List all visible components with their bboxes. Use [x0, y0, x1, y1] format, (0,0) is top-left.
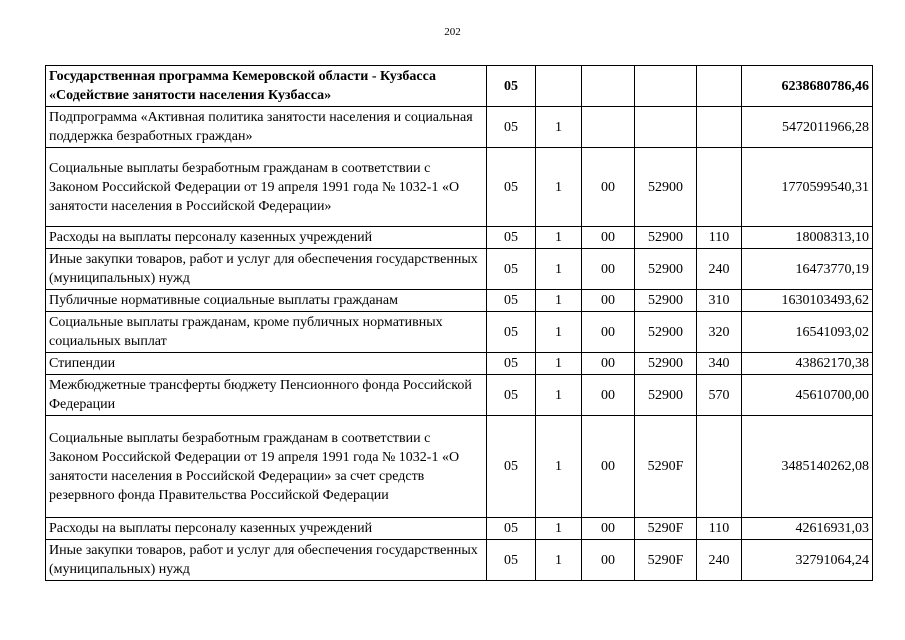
budget-table — [45, 65, 873, 581]
table-row — [46, 66, 873, 107]
expense-direction-code-cell: 5290F — [635, 540, 697, 581]
section-code-cell: 05 — [487, 353, 536, 375]
expense-direction-code-cell: 52900 — [635, 227, 697, 249]
subprogram-code-cell — [536, 66, 582, 107]
row-name-cell: Расходы на выплаты персоналу казенных учреждений — [46, 518, 487, 540]
amount-cell: 32791064,24 — [742, 540, 873, 581]
expense-type-code-cell — [697, 66, 742, 107]
table-row — [46, 249, 873, 290]
expense-type-code-cell: 320 — [697, 312, 742, 353]
expense-type-code-cell: 340 — [697, 353, 742, 375]
expense-direction-code-cell: 52900 — [635, 375, 697, 416]
table-row — [46, 107, 873, 148]
table-row — [46, 416, 873, 518]
section-code-cell: 05 — [487, 312, 536, 353]
expense-direction-code-cell: 5290F — [635, 416, 697, 518]
section-code-cell: 05 — [487, 518, 536, 540]
amount-cell: 1630103493,62 — [742, 290, 873, 312]
amount-cell: 6238680786,46 — [742, 66, 873, 107]
section-code-cell: 05 — [487, 227, 536, 249]
main-activity-code-cell: 00 — [582, 416, 635, 518]
section-code-cell: 05 — [487, 249, 536, 290]
subprogram-code-cell: 1 — [536, 416, 582, 518]
expense-direction-code-cell — [635, 66, 697, 107]
expense-type-code-cell: 570 — [697, 375, 742, 416]
table-row — [46, 518, 873, 540]
row-name-cell: Расходы на выплаты персоналу казенных учреждений — [46, 227, 487, 249]
table-row — [46, 227, 873, 249]
expense-direction-code-cell: 52900 — [635, 148, 697, 227]
row-name-cell: Иные закупки товаров, работ и услуг для обеспечения государственных (муниципальных) нужд — [46, 540, 487, 581]
section-code-cell: 05 — [487, 107, 536, 148]
table-row — [46, 375, 873, 416]
amount-cell: 1770599540,31 — [742, 148, 873, 227]
subprogram-code-cell: 1 — [536, 540, 582, 581]
main-activity-code-cell: 00 — [582, 540, 635, 581]
subprogram-code-cell: 1 — [536, 227, 582, 249]
expense-direction-code-cell: 52900 — [635, 312, 697, 353]
table-row — [46, 312, 873, 353]
expense-direction-code-cell: 5290F — [635, 518, 697, 540]
main-activity-code-cell: 00 — [582, 353, 635, 375]
main-activity-code-cell — [582, 66, 635, 107]
section-code-cell: 05 — [487, 148, 536, 227]
expense-type-code-cell: 310 — [697, 290, 742, 312]
row-name-cell: Подпрограмма «Активная политика занятости населения и социальная поддержка безработных граждан» — [46, 107, 487, 148]
amount-cell: 16473770,19 — [742, 249, 873, 290]
expense-type-code-cell — [697, 107, 742, 148]
main-activity-code-cell: 00 — [582, 312, 635, 353]
amount-cell: 5472011966,28 — [742, 107, 873, 148]
amount-cell: 3485140262,08 — [742, 416, 873, 518]
page-number: 202 — [444, 26, 461, 38]
main-activity-code-cell: 00 — [582, 290, 635, 312]
subprogram-code-cell: 1 — [536, 312, 582, 353]
row-name-cell: Иные закупки товаров, работ и услуг для обеспечения государственных (муниципальных) нужд — [46, 249, 487, 290]
main-activity-code-cell — [582, 107, 635, 148]
row-name-cell: Государственная программа Кемеровской области - Кузбасса «Содействие занятости населения Кузбасса» — [46, 66, 487, 107]
section-code-cell: 05 — [487, 416, 536, 518]
table-body — [46, 66, 873, 581]
subprogram-code-cell: 1 — [536, 375, 582, 416]
expense-type-code-cell — [697, 148, 742, 227]
main-activity-code-cell: 00 — [582, 375, 635, 416]
section-code-cell: 05 — [487, 540, 536, 581]
expense-direction-code-cell — [635, 107, 697, 148]
expense-type-code-cell — [697, 416, 742, 518]
subprogram-code-cell: 1 — [536, 249, 582, 290]
row-name-cell: Социальные выплаты гражданам, кроме публичных нормативных социальных выплат — [46, 312, 487, 353]
row-name-cell: Социальные выплаты безработным гражданам в соответствии с Законом Российской Федерации от 19 апреля 1991 года № 1032-1 «О занятости населения в Российской Федерации» за счет средств резервного фонда Правительства Российской Федерации — [46, 416, 487, 518]
table-row — [46, 353, 873, 375]
section-code-cell: 05 — [487, 290, 536, 312]
expense-direction-code-cell: 52900 — [635, 353, 697, 375]
row-name-cell: Межбюджетные трансферты бюджету Пенсионного фонда Российской Федерации — [46, 375, 487, 416]
subprogram-code-cell: 1 — [536, 107, 582, 148]
expense-direction-code-cell: 52900 — [635, 290, 697, 312]
amount-cell: 18008313,10 — [742, 227, 873, 249]
main-activity-code-cell: 00 — [582, 249, 635, 290]
main-activity-code-cell: 00 — [582, 148, 635, 227]
amount-cell: 42616931,03 — [742, 518, 873, 540]
expense-type-code-cell: 110 — [697, 227, 742, 249]
expense-direction-code-cell: 52900 — [635, 249, 697, 290]
subprogram-code-cell: 1 — [536, 148, 582, 227]
section-code-cell: 05 — [487, 66, 536, 107]
subprogram-code-cell: 1 — [536, 353, 582, 375]
row-name-cell: Публичные нормативные социальные выплаты гражданам — [46, 290, 487, 312]
subprogram-code-cell: 1 — [536, 518, 582, 540]
table-row — [46, 148, 873, 227]
row-name-cell: Социальные выплаты безработным гражданам в соответствии с Законом Российской Федерации от 19 апреля 1991 года № 1032-1 «О занятости населения в Российской Федерации» — [46, 148, 487, 227]
table-row — [46, 290, 873, 312]
amount-cell: 45610700,00 — [742, 375, 873, 416]
main-activity-code-cell: 00 — [582, 518, 635, 540]
table-row — [46, 540, 873, 581]
amount-cell: 43862170,38 — [742, 353, 873, 375]
expense-type-code-cell: 240 — [697, 249, 742, 290]
subprogram-code-cell: 1 — [536, 290, 582, 312]
row-name-cell: Стипендии — [46, 353, 487, 375]
expense-type-code-cell: 240 — [697, 540, 742, 581]
main-activity-code-cell: 00 — [582, 227, 635, 249]
expense-type-code-cell: 110 — [697, 518, 742, 540]
section-code-cell: 05 — [487, 375, 536, 416]
amount-cell: 16541093,02 — [742, 312, 873, 353]
